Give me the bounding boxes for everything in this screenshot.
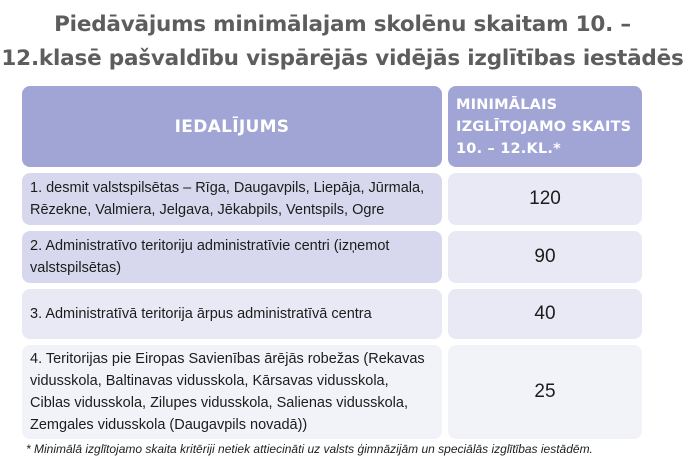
column-header-minimum-line-2: IZGLĪTOJAMO SKAITS bbox=[456, 118, 632, 135]
table-row-3-description bbox=[22, 289, 442, 339]
column-header-division: IEDALĪJUMS bbox=[22, 86, 442, 167]
table-row-4-description bbox=[22, 345, 442, 439]
row-4-desc-line-2: vidusskola, Baltinavas vidusskola, Kārsavas vidusskola, bbox=[30, 373, 389, 389]
row-1-desc-line-2: Rēzekne, Valmiera, Jelgava, Jēkabpils, Ventspils, Ogre bbox=[30, 202, 385, 218]
row-4-desc-line-1: 4. Teritorijas pie Eiropas Savienības ārējās robežas (Rekavas bbox=[30, 351, 425, 367]
title-line-1: Piedāvājums minimālajam skolēnu skaitam 10. – bbox=[54, 12, 631, 37]
row-4-desc-line-3: Ciblas vidusskola, Zilupes vidusskola, Salienas vidusskola, bbox=[30, 395, 408, 411]
row-1-desc-line-1: 1. desmit valstspilsētas – Rīga, Daugavpils, Liepāja, Jūrmala, bbox=[30, 180, 425, 196]
table-row-3-value: 40 bbox=[448, 289, 642, 339]
column-header-minimum bbox=[448, 86, 642, 167]
title-line-2: 12.klasē pašvaldību vispārējās vidējās izglītības iestādēs bbox=[1, 46, 684, 71]
table-row-2-description bbox=[22, 231, 442, 283]
row-2-desc-line-1: 2. Administratīvo teritoriju administratīvie centri (izņemot bbox=[30, 238, 390, 254]
table-row-1-value: 120 bbox=[448, 173, 642, 225]
column-header-minimum-line-3: 10. – 12.KL.* bbox=[456, 140, 561, 157]
table-row-2-value: 90 bbox=[448, 231, 642, 283]
row-3-desc-line-1: 3. Administratīvā teritorija ārpus administratīvā centra bbox=[30, 306, 372, 322]
row-2-desc-line-2: valstspilsētas) bbox=[30, 260, 122, 276]
footnote: * Minimālā izglītojamo skaita kritēriji netiek attiecināti uz valsts ģimnāzijām un speciālās izglītības iestādēm. bbox=[26, 442, 593, 456]
column-header-minimum-line-1: MINIMĀLAIS bbox=[456, 96, 558, 113]
page-title bbox=[0, 8, 685, 76]
table-row-1-description bbox=[22, 173, 442, 225]
table-row-4-value: 25 bbox=[448, 345, 642, 439]
row-4-desc-line-4: Zemgales vidusskola (Daugavpils novadā)) bbox=[30, 417, 308, 433]
